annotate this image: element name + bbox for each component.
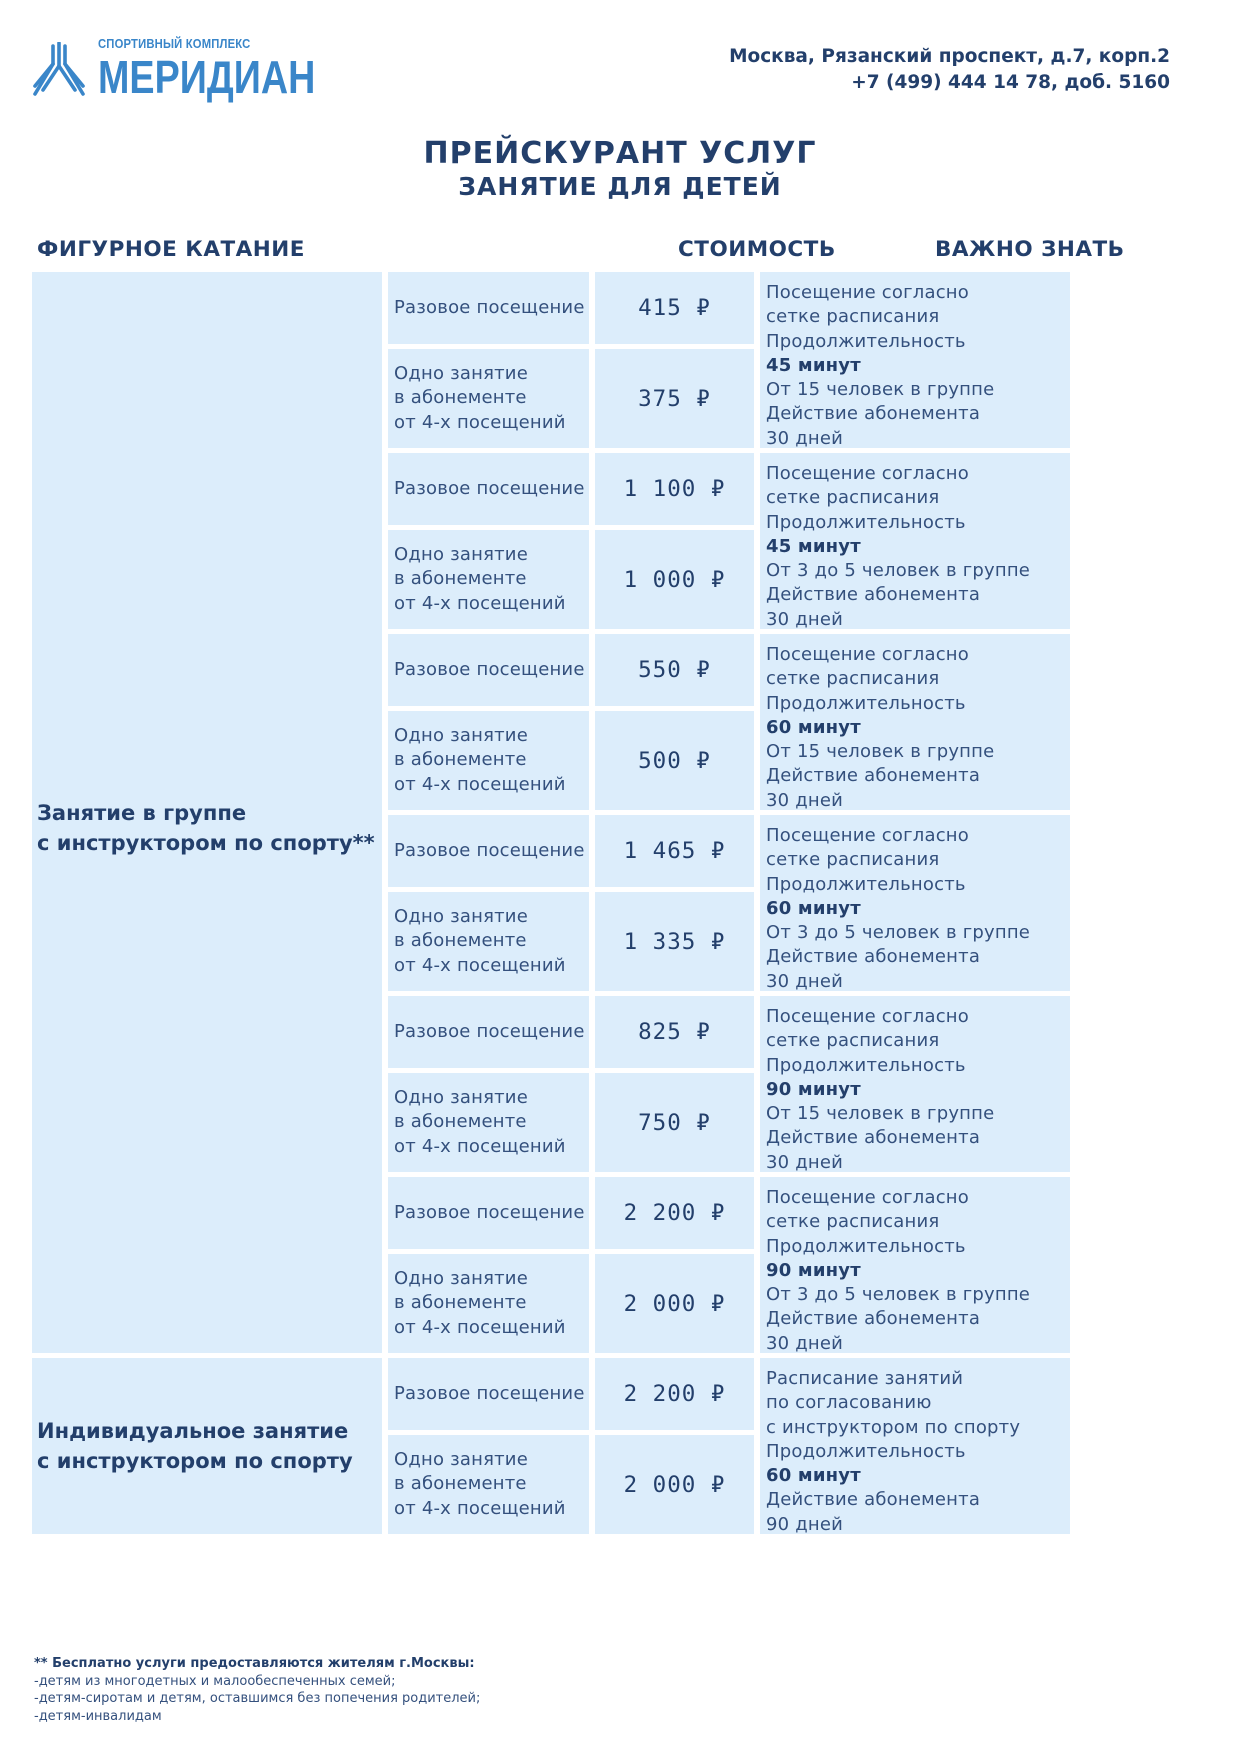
info-line: Продолжительность bbox=[766, 873, 966, 895]
service-line: от 4-х посещений bbox=[394, 773, 566, 795]
category-label-line: с инструктором по спорту bbox=[37, 1449, 353, 1473]
info-line: Действие абонемента bbox=[766, 403, 981, 425]
info-line: 30 дней bbox=[766, 1151, 844, 1173]
info-line: Посещение согласно bbox=[766, 1187, 969, 1208]
price-cell bbox=[595, 996, 754, 1068]
info-cell bbox=[760, 815, 1070, 991]
service-line: Разовое посещение bbox=[394, 1020, 585, 1042]
page-title: ПРЕЙСКУРАНТ УСЛУГ bbox=[423, 136, 817, 171]
info-line: Продолжительность bbox=[766, 1440, 966, 1462]
info-line: сетке расписания bbox=[766, 306, 940, 328]
price-value: 500 ₽ bbox=[638, 747, 711, 774]
info-line: От 15 человек в группе bbox=[766, 379, 995, 401]
column-header-info: ВАЖНО ЗНАТЬ bbox=[935, 237, 1125, 262]
category-label-line: Индивидуальное занятие bbox=[37, 1419, 349, 1443]
footnote-line: -детям-сиротам и детям, оставшимся без попечения родителей; bbox=[34, 1691, 481, 1706]
column-header-category: ФИГУРНОЕ КАТАНИЕ bbox=[37, 237, 305, 262]
price-value: 2 000 ₽ bbox=[623, 1471, 726, 1498]
info-line: с инструктором по спорту bbox=[766, 1416, 1021, 1438]
service-cell bbox=[388, 996, 589, 1068]
info-line: 90 минут bbox=[766, 1078, 861, 1100]
footnote-line: -детям-инвалидам bbox=[34, 1708, 162, 1724]
info-line: по согласованию bbox=[766, 1392, 932, 1414]
price-cell bbox=[595, 349, 754, 448]
info-cell bbox=[760, 634, 1070, 810]
service-line: в абонементе bbox=[394, 930, 527, 952]
service-line: Разовое посещение bbox=[394, 296, 585, 318]
info-line: Действие абонемента bbox=[766, 1127, 981, 1149]
info-line: Действие абонемента bbox=[766, 1308, 981, 1330]
service-line: Разовое посещение bbox=[394, 1382, 585, 1404]
price-cell bbox=[595, 530, 754, 629]
page-subtitle: ЗАНЯТИЕ ДЛЯ ДЕТЕЙ bbox=[458, 172, 782, 201]
price-value: 2 000 ₽ bbox=[623, 1290, 726, 1317]
category-cell bbox=[32, 272, 382, 1353]
service-cell bbox=[388, 453, 589, 525]
info-line: сетке расписания bbox=[766, 1030, 940, 1052]
service-cell bbox=[388, 272, 589, 344]
service-line: от 4-х посещений bbox=[394, 1497, 566, 1519]
service-line: в абонементе bbox=[394, 749, 527, 771]
service-line: в абонементе bbox=[394, 1473, 527, 1495]
info-line: От 3 до 5 человек в группе bbox=[766, 560, 1031, 582]
service-line: Одно занятие bbox=[394, 1448, 528, 1470]
info-line: Продолжительность bbox=[766, 1235, 966, 1257]
price-cell bbox=[595, 1358, 754, 1430]
price-value: 1 000 ₽ bbox=[623, 566, 726, 593]
service-cell bbox=[388, 1358, 589, 1430]
info-line: 60 минут bbox=[766, 1465, 861, 1487]
service-line: от 4-х посещений bbox=[394, 954, 566, 976]
info-line: Посещение согласно bbox=[766, 463, 969, 484]
address: Москва, Рязанский проспект, д.7, корп.2 bbox=[729, 46, 1170, 67]
price-cell bbox=[595, 711, 754, 810]
service-cell bbox=[388, 634, 589, 706]
category-cell bbox=[32, 1358, 382, 1534]
price-cell bbox=[595, 1254, 754, 1353]
service-line: Одно занятие bbox=[394, 1086, 528, 1108]
service-cell bbox=[388, 349, 589, 448]
phone: +7 (499) 444 14 78, доб. 5160 bbox=[851, 72, 1170, 93]
service-cell bbox=[388, 1254, 589, 1353]
info-line: 60 минут bbox=[766, 897, 861, 919]
price-cell bbox=[595, 892, 754, 991]
meridian-logo-icon bbox=[32, 42, 86, 96]
service-line: Разовое посещение bbox=[394, 1201, 585, 1223]
service-line: Одно занятие bbox=[394, 724, 528, 746]
category-label-line: с инструктором по спорту** bbox=[37, 830, 375, 855]
service-cell bbox=[388, 892, 589, 991]
info-cell bbox=[760, 1358, 1070, 1534]
service-line: Одно занятие bbox=[394, 1267, 528, 1289]
service-line: Одно занятие bbox=[394, 362, 528, 384]
footnote-line: -детям из многодетных и малообеспеченных семей; bbox=[34, 1673, 396, 1689]
service-cell bbox=[388, 1177, 589, 1249]
price-cell bbox=[595, 1177, 754, 1249]
footnote bbox=[34, 1655, 480, 1725]
price-value: 375 ₽ bbox=[638, 385, 711, 412]
logo bbox=[32, 37, 363, 103]
logo-title: МЕРИДИАН bbox=[98, 50, 316, 103]
info-line: 30 дней bbox=[766, 1332, 844, 1354]
info-line: Посещение согласно bbox=[766, 282, 969, 303]
info-line: сетке расписания bbox=[766, 487, 940, 509]
info-line: 30 дней bbox=[766, 427, 844, 449]
info-line: 30 дней bbox=[766, 789, 844, 811]
column-header-price: СТОИМОСТЬ bbox=[678, 237, 836, 262]
info-line: 90 минут bbox=[766, 1259, 861, 1281]
service-line: от 4-х посещений bbox=[394, 592, 566, 614]
info-line: От 15 человек в группе bbox=[766, 1103, 995, 1125]
service-line: от 4-х посещений bbox=[394, 1316, 566, 1338]
service-line: Разовое посещение bbox=[394, 658, 585, 680]
info-line: От 15 человек в группе bbox=[766, 741, 995, 763]
service-line: в абонементе bbox=[394, 1292, 527, 1314]
service-cell bbox=[388, 1073, 589, 1172]
info-cell bbox=[760, 453, 1070, 629]
info-line: 30 дней bbox=[766, 608, 844, 630]
info-line: 45 минут bbox=[766, 535, 861, 557]
info-line: 45 минут bbox=[766, 354, 861, 376]
footnote-title: ** Бесплатно услуги предоставляются жителям г.Москвы: bbox=[34, 1656, 475, 1671]
info-cell bbox=[760, 996, 1070, 1172]
price-value: 1 100 ₽ bbox=[623, 476, 726, 502]
info-line: Посещение согласно bbox=[766, 825, 969, 846]
info-line: Действие абонемента bbox=[766, 946, 981, 968]
service-line: Одно занятие bbox=[394, 543, 528, 565]
service-cell bbox=[388, 1435, 589, 1534]
info-line: Продолжительность bbox=[766, 1054, 966, 1076]
price-value: 2 200 ₽ bbox=[623, 1200, 726, 1226]
price-cell bbox=[595, 453, 754, 525]
price-cell bbox=[595, 815, 754, 887]
service-cell bbox=[388, 711, 589, 810]
service-line: Разовое посещение bbox=[394, 477, 585, 499]
info-line: Продолжительность bbox=[766, 330, 966, 352]
service-cell bbox=[388, 815, 589, 887]
price-value: 550 ₽ bbox=[638, 657, 711, 683]
service-line: в абонементе bbox=[394, 387, 527, 409]
price-value: 825 ₽ bbox=[638, 1019, 711, 1045]
price-value: 750 ₽ bbox=[638, 1109, 711, 1136]
price-cell bbox=[595, 272, 754, 344]
service-line: от 4-х посещений bbox=[394, 1135, 566, 1157]
info-line: Посещение согласно bbox=[766, 644, 969, 665]
category-label-line: Занятие в группе bbox=[37, 800, 247, 825]
info-line: сетке расписания bbox=[766, 1211, 940, 1233]
info-cell bbox=[760, 272, 1070, 448]
info-line: 30 дней bbox=[766, 970, 844, 992]
info-line: Расписание занятий bbox=[766, 1368, 964, 1389]
service-cell bbox=[388, 530, 589, 629]
price-value: 415 ₽ bbox=[638, 295, 711, 321]
service-line: в абонементе bbox=[394, 1111, 527, 1133]
info-line: сетке расписания bbox=[766, 668, 940, 690]
info-line: Действие абонемента bbox=[766, 765, 981, 787]
info-line: сетке расписания bbox=[766, 849, 940, 871]
category-label bbox=[37, 798, 375, 858]
price-value: 1 335 ₽ bbox=[623, 928, 726, 955]
logo-subtitle: СПОРТИВНЫЙ КОМПЛЕКС bbox=[98, 37, 251, 51]
price-value: 2 200 ₽ bbox=[623, 1381, 726, 1407]
service-line: от 4-х посещений bbox=[394, 411, 566, 433]
price-value: 1 465 ₽ bbox=[623, 838, 726, 864]
service-line: Одно занятие bbox=[394, 905, 528, 927]
info-cell bbox=[760, 1177, 1070, 1353]
info-line: 60 минут bbox=[766, 716, 861, 738]
price-cell bbox=[595, 634, 754, 706]
service-line: Разовое посещение bbox=[394, 839, 585, 861]
info-line: Продолжительность bbox=[766, 511, 966, 533]
info-line: Действие абонемента bbox=[766, 584, 981, 606]
price-cell bbox=[595, 1073, 754, 1172]
price-cell bbox=[595, 1435, 754, 1534]
info-line: Продолжительность bbox=[766, 692, 966, 714]
info-line: Посещение согласно bbox=[766, 1006, 969, 1027]
info-line: 90 дней bbox=[766, 1513, 844, 1535]
category-label bbox=[37, 1416, 353, 1476]
info-line: От 3 до 5 человек в группе bbox=[766, 922, 1031, 944]
service-line: в абонементе bbox=[394, 568, 527, 590]
contacts bbox=[729, 44, 1170, 96]
info-line: От 3 до 5 человек в группе bbox=[766, 1284, 1031, 1306]
info-line: Действие абонемента bbox=[766, 1489, 981, 1511]
